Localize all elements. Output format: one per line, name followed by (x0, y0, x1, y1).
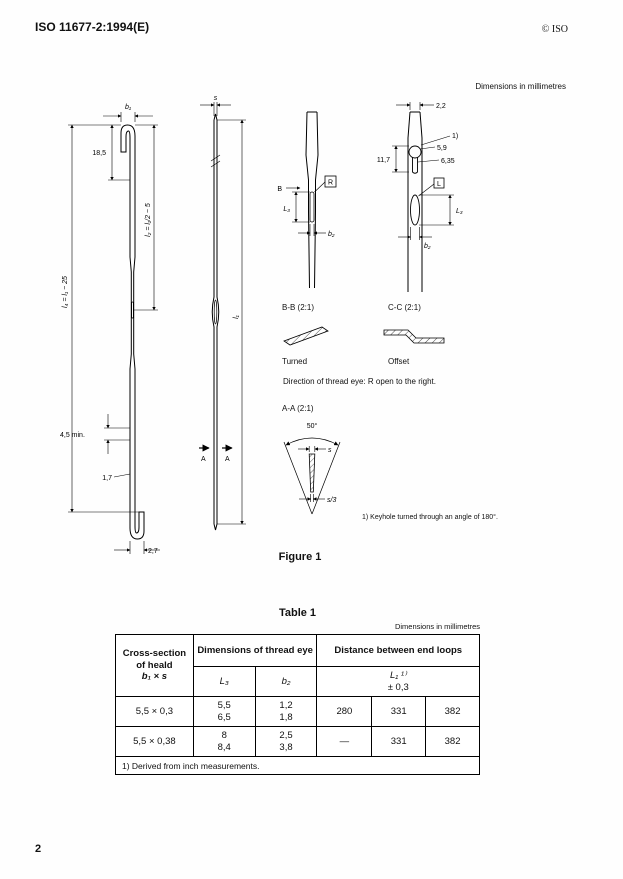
col-header-cross-section-title: Cross-section of heald (122, 647, 187, 671)
dim-label-b2-c: b₂ (424, 243, 431, 250)
cell-L3-line2: 8,4 (217, 741, 231, 753)
cell-b2-line2: 3,8 (279, 741, 293, 753)
col-header-L1 (317, 667, 480, 697)
cell-distance-2: 331 (372, 727, 426, 757)
cell-L3-line2: 6,5 (217, 711, 231, 723)
dim-label-5-9: 5,9 (437, 145, 447, 152)
dim-label-4-5-min: 4,5 min. (60, 432, 85, 439)
heald-side-outline (211, 114, 220, 530)
section-cc-title: C-C (2:1) (388, 303, 421, 312)
direction-marker-r: R (327, 179, 334, 187)
detail-c-dimension-lines (392, 102, 454, 240)
table-footnote: 1) Derived from inch measurements. (116, 757, 480, 775)
section-cc-style-label: Offset (388, 357, 410, 366)
cell-L3 (193, 727, 255, 757)
dimensions-note-top: Dimensions in millimetres (475, 82, 566, 91)
figure-caption: Figure 1 (278, 551, 322, 563)
dim-label-18-5: 18,5 (92, 150, 106, 157)
dim-label-L3-b: L₃ (283, 206, 290, 213)
side-view-drawing (196, 92, 260, 552)
col-header-L1-symbol: L₁ ¹⁾ (390, 669, 407, 681)
detail-b-outline (306, 112, 318, 288)
dim-label-l4: l₄ = l₁ − 25 (62, 276, 69, 308)
detail-c-outline (408, 112, 422, 292)
heald-front-outline (121, 125, 144, 539)
front-view-drawing (50, 92, 200, 562)
dim-label-50deg: 50° (306, 423, 318, 430)
cell-b2-line1: 1,2 (279, 699, 293, 711)
front-view-dimension-lines (68, 112, 160, 554)
thread-eye-detail-c-drawing (358, 92, 480, 297)
section-marker-b: B (277, 186, 282, 193)
table-caption: Table 1 (278, 607, 317, 619)
section-marker-a-left: A (201, 456, 206, 463)
copyright-label: © ISO (541, 24, 568, 35)
cell-distance-2: 331 (372, 697, 426, 727)
cell-distance-1: 280 (317, 697, 372, 727)
cell-b2-line1: 2,5 (279, 729, 293, 741)
dimensions-note-table: Dimensions in millimetres (394, 622, 480, 631)
footnote-ref-1: 1) (452, 133, 459, 140)
dim-label-2-2: 2,2 (436, 103, 446, 110)
table-row (116, 727, 480, 757)
thread-eye-direction-note: Direction of thread eye: R open to the right. (283, 377, 436, 386)
dim-label-11-7: 11,7 (376, 157, 390, 164)
col-header-cross-section-sub: b₁ × s (141, 671, 168, 683)
col-header-b2: b₂ (255, 667, 317, 697)
dim-label-b2-b: b₂ (328, 231, 335, 238)
document-title: ISO 11677-2:1994(E) (35, 20, 150, 34)
col-header-L3: L₃ (193, 667, 255, 697)
page-number: 2 (35, 843, 42, 855)
section-marker-a-right: A (225, 456, 230, 463)
section-aa-title: A-A (2:1) (282, 404, 314, 413)
cell-cross-section: 5,5 × 0,38 (116, 727, 194, 757)
thread-eye-detail-b-drawing (262, 100, 362, 295)
dim-label-s-aa: s (328, 447, 332, 454)
dim-label-s3: s/3 (327, 497, 337, 504)
section-bb-shape (278, 322, 334, 348)
cell-L3-line1: 8 (221, 729, 227, 741)
dim-label-s: s (213, 95, 218, 102)
dim-label-1-7: 1,7 (102, 475, 112, 482)
col-header-thread-eye: Dimensions of thread eye (193, 635, 317, 667)
dim-label-b1: b₁ (124, 104, 132, 111)
turned-cross-section (284, 327, 328, 345)
direction-marker-l: L (437, 181, 441, 188)
section-cc-shape (382, 322, 446, 348)
side-view-dimension-lines (199, 102, 246, 524)
aa-section-sliver (309, 454, 315, 492)
offset-cross-section (384, 330, 444, 343)
section-bb-title: B-B (2:1) (282, 303, 315, 312)
dim-label-2-7: 2,7 (148, 548, 158, 555)
cell-distance-1: — (317, 727, 372, 757)
dim-label-l1: l₁ (233, 315, 240, 319)
section-aa-drawing (252, 418, 372, 528)
cell-b2 (255, 697, 317, 727)
col-header-distance: Distance between end loops (317, 635, 480, 667)
figure-footnote: 1) Keyhole turned through an angle of 180°. (362, 514, 498, 521)
section-bb-style-label: Turned (282, 357, 308, 366)
table-1 (115, 634, 480, 775)
cell-distance-3: 382 (426, 727, 480, 757)
col-header-cross-section (116, 635, 194, 697)
cell-L3 (193, 697, 255, 727)
dim-label-L3-c: L₃ (456, 208, 463, 215)
table-row (116, 697, 480, 727)
col-header-L1-tolerance: ± 0,3 (387, 681, 409, 693)
cell-b2 (255, 727, 317, 757)
cell-L3-line1: 5,5 (217, 699, 231, 711)
cell-distance-3: 382 (426, 697, 480, 727)
cell-cross-section: 5,5 × 0,3 (116, 697, 194, 727)
dim-label-l2: l₂ = l₁/2 − 5 (145, 203, 152, 237)
dim-label-6-35: 6,35 (441, 158, 455, 165)
cell-b2-line2: 1,8 (279, 711, 293, 723)
